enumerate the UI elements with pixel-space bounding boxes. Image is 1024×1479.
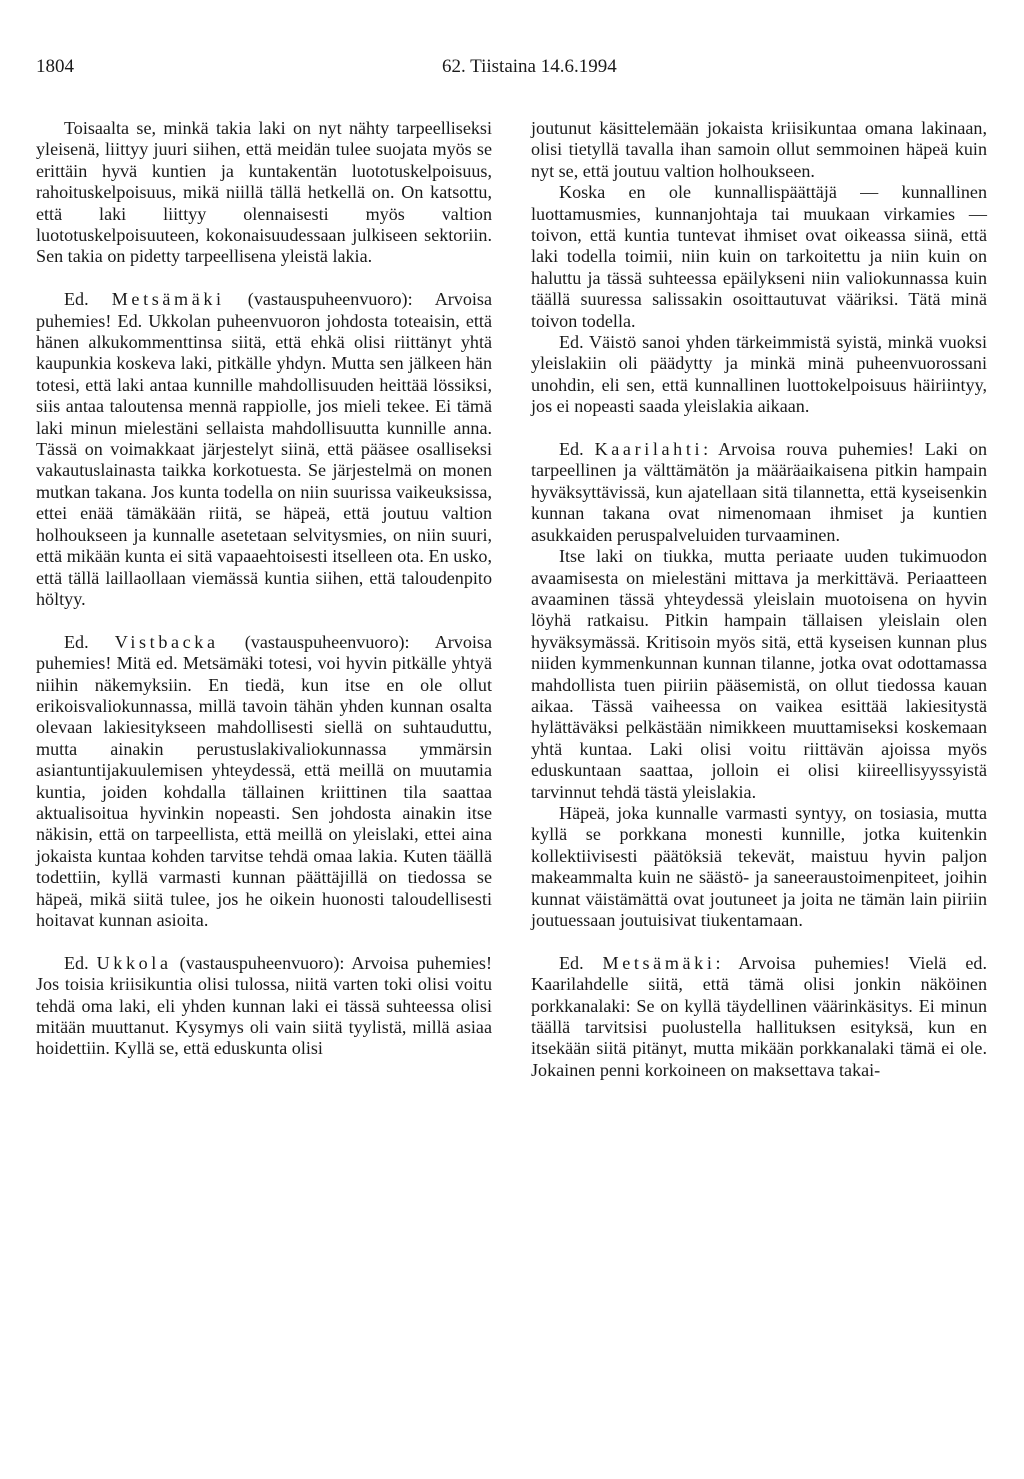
left-column [36,118,492,1060]
speech-prefix: Ed. [64,631,89,652]
speech-prefix: Ed. [559,439,584,460]
speech-metsamaki-2 [531,953,987,1081]
speech-kaarilahti [531,439,987,546]
speech-metsamaki-1 [36,289,492,610]
paragraph: joutunut käsittelemään jokaista kriisikuntaa omana lakinaan, olisi tietyllä tavalla ihan samoin ollut semmoinen häpeä kuin nyt se, että joutuu valtion holhoukseen. [531,118,987,181]
page-number: 1804 [36,56,74,77]
speech-vistbacka [36,632,492,932]
speaker-name: Vistbacka [114,631,219,652]
page-header [36,56,980,86]
paragraph: Ed. Väistö sanoi yhden tärkeimmistä syistä, minkä vuoksi yleislakiin oli päädytty ja minkä minä puheenvuorossani unohdin, eli sen, että kunnallinen luottokelpoisuus häiriintyy, jos ei nopeasti saada yleislakia aikaan. [531,332,987,417]
speech-prefix: Ed. [64,952,89,973]
paragraph: Itse laki on tiukka, mutta periaate uuden tukimuodon avaamisesta on mielestäni mittava ja merkittävä. Periaatteen avaaminen tässä yhteydessä yleislain muotoisena on hyvin löyhä ratkaisu. Pitkin hampain tällaisen yleislain olen hyväksymässä. Kritisoin myös sitä, että kyseisen kunnan plus niiden kymmenkunnan kunnan tilanne, jotka ovat odottamassa mahdollista tuen piiriin pääsemistä, on ollut tiedossa kauan aikaa. Tässä vaiheessa on vaikea esittää lakiesitystä hylättäväksi pelkästään nimikkeen muuttamiseksi koskemaan yhtä kuntaa. Laki olisi voitu riittävän ajoissa myös eduskuntaan saattaa, jolloin ei olisi kiireellisyyssyistä tarvinnut tehdä tästä yleislakia. [531,546,987,802]
paragraph: Häpeä, joka kunnalle varmasti syntyy, on tosiasia, mutta kyllä se porkkana monesti kunnille, jotka kuitenkin kollektiivisesti päätöksiä tekevät, maistuu hyvin paljon makeammalta kuin ne säästö- ja saneeraustoimenpiteet, joihin kunnat väistämättä ovat joutuneet ja joita ne tämän lain piiriin joutuessaan joutuisivat tiukentamaan. [531,802,987,931]
speaker-name: Kaarilahti [594,439,704,460]
speaker-name: Metsämäki [111,289,225,310]
speech-text: (vastauspuheenvuoro): Arvoisa puhemies! Mitä ed. Metsämäki totesi, voi hyvin pitkälle yhtyä niihin näkemyksiin. En tiedä, kun itse en ole ollut erikoisvaliokunnassa, millä tavoin tähän yhden kunnan osalta olevaan lakiesitykseen mahdollisesti siellä on suhtauduttu, mutta ainakin perustuslakivaliokunnassa ymmärsin asiantuntijakuulemisen yhteydessä, että meillä on muutamia kuntia, joiden kohdalla tällainen kriittinen tila saattaa aktualisoitua hyvinkin nopeasti. Sen johdosta ainakin itse näkisin, että on tarpeellista, että meillä on yleislaki, ettei aina jokaista kuntaa kohden tarvitse tehdä omaa lakia. Kuten täällä todettiin, kyllä varmasti kunnan päättäjillä on tiedossa se häpeä, mikä siitä tulee, jos he oikein huonosti taloudellisesti hoitavat kunnan asioita. [36,631,492,930]
speech-text: (vastauspuheenvuoro): Arvoisa puhemies! Jos toisia kriisikuntia olisi tulossa, niitä varten toki olisi voitu tehdä oma laki, eli yhden kunnan laki ei tässä suhteessa olisi mitään muuttanut. Kysymys oli vain siitä tyylistä, millä asiaa hoidettiin. Kyllä se, että eduskunta olisi [36,952,493,1059]
speech-ukkola [36,953,492,1060]
speech-prefix: Ed. [64,289,89,310]
speech-text: : Arvoisa rouva puhemies! Laki on tarpeellinen ja välttämätön ja määräaikaisena pitkin hampain hyväksyttävissä, kun ajatellaan sitä tilannetta, että kyseisenkin kunnan takana ovat nimenomaan ihmiset ja kuntien asukkaiden peruspalveluiden turvaaminen. [531,439,987,545]
speaker-name: Ukkola [96,952,172,973]
right-column [531,118,987,1081]
speech-text: (vastauspuheenvuoro): Arvoisa puhemies! Ed. Ukkolan puheenvuoron johdosta toteaisin, että hänen alkukommenttinsa siitä, että ehkä olisi riittänyt yhtä kaupunkia koskeva laki, pitkälle yhdyn. Mutta sen jälkeen hän totesi, että laki antaa kunnille mahdollisuuden heittää lössiksi, siis antaa taloutensa mennä rappiolle, jos mieli tekee. Ei tämä laki minun mielestäni sellaista mahdollisuutta kunnille anna. Tässä on voimakkaat järjestelyt siinä, että pääsee osalliseksi vakautuslainasta taikka korkotuesta. Se järjestelmä on monen mutkan takana. Jos kunta todella on niin suurissa vaikeuksissa, ettei enää tämäkään riitä, se häpeä, että joutuu valtion holhoukseen ja kunnalle asetetaan selvitysmies, on niin suuri, että mikään kunta ei sitä vapaaehtoisesti itselleen ota. En usko, että tällä laillaollaan viemässä kuntia siihen, että taloudenpito höltyy. [36,289,492,609]
paragraph: Koska en ole kunnallispäättäjä — kunnallinen luottamusmies, kunnanjohtaja tai muukaan virkamies — toivon, että kuntia tuntevat ihmiset ovat oikeassa siinä, että laki todella toimii, niin kuin on tarkoitettu ja niin kuin on haluttu ja tässä suhteessa epäilykseni niin valiokunnassa kuin täällä suuressa salissakin osoittautuvat vääriksi. Tätä minä toivon todella. [531,182,987,331]
speech-prefix: Ed. [559,952,584,973]
speech-text: : Arvoisa puhemies! Vielä ed. Kaarilahdelle siitä, että tämä olisi jonkin näköinen porkkanalaki: Se on kyllä täydellinen väärinkäsitys. Ei minun täällä tarvitsisi puolustella hallituksen esityksä, kun en itsekään siitä pitänyt, mutta mikään porkkanalaki tämä ei ole. Jokainen penni korkoineen on maksettava takai- [531,952,987,1080]
session-title: 62. Tiistaina 14.6.1994 [442,56,617,77]
paragraph: Toisaalta se, minkä takia laki on nyt nähty tarpeelliseksi yleisenä, liittyy juuri siihen, että meidän tulee suojata myös se erittäin hyvä kuntien ja kuntakentän luototuskelpoisuus, rahoituskelpoisuus, mikä niillä tällä hetkellä on. On katsottu, että laki liittyy olennaisesti myös valtion luototuskelpoisuuteen, kokonaisuudessaan julkiseen sektoriin. Sen takia on pidetty tarpeellisena yleistä lakia. [36,118,492,267]
speaker-name: Metsämäki [602,952,716,973]
